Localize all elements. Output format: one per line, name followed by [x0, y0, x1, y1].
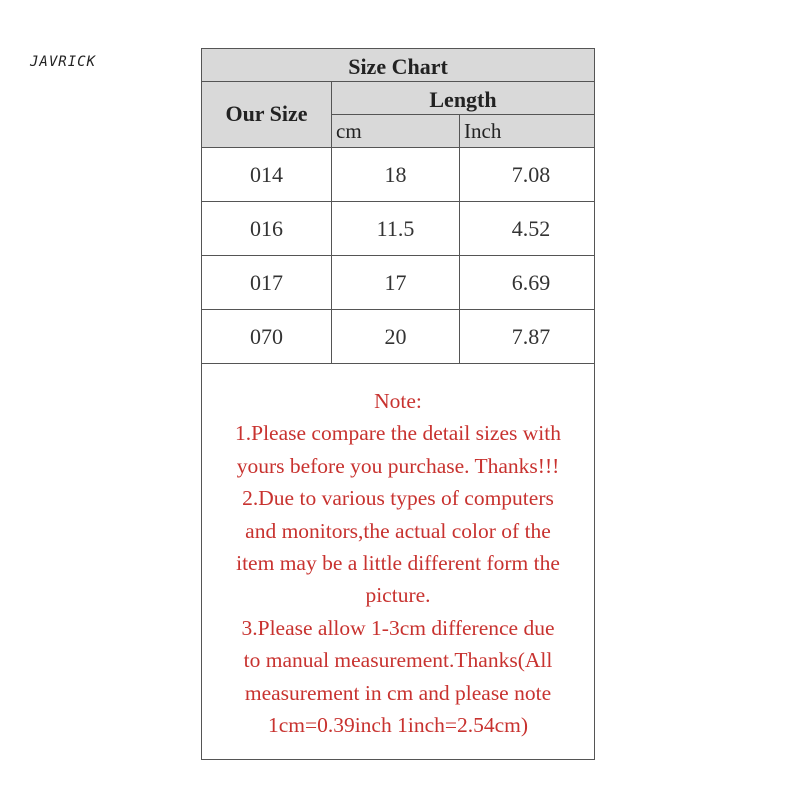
cm-cell: 18: [332, 148, 460, 201]
header-length: Length: [332, 82, 594, 115]
note-line: 2.Due to various types of computers: [242, 486, 554, 511]
note-line: 3.Please allow 1-3cm difference due: [241, 615, 555, 640]
inch-cell: 6.69: [511, 270, 551, 295]
note-section: [202, 364, 594, 741]
cm-cell: 20: [332, 310, 460, 363]
header-cm: cm: [332, 115, 460, 148]
table-row: [202, 202, 594, 256]
note-line: picture.: [365, 583, 431, 608]
inch-cell: 7.08: [511, 162, 551, 187]
note-line: yours before you purchase. Thanks!!!: [236, 453, 560, 478]
size-cell: 016: [202, 202, 332, 255]
size-cell: 014: [202, 148, 332, 201]
header-inch: Inch: [460, 115, 594, 148]
size-cell: 070: [202, 310, 332, 363]
table-row: [202, 310, 594, 364]
inch-cell: 7.87: [511, 324, 551, 349]
note-line: measurement in cm and please note: [244, 680, 552, 705]
note-line: 1.Please compare the detail sizes with: [235, 421, 561, 446]
note-line: item may be a little different form the: [236, 551, 560, 576]
note-heading: Note:: [374, 389, 422, 413]
cm-cell: 11.5: [332, 202, 460, 255]
brand-watermark: JAVRICK: [30, 54, 97, 70]
size-chart: [201, 48, 595, 760]
note-line: 1cm=0.39inch 1inch=2.54cm): [267, 713, 529, 738]
note-line: to manual measurement.Thanks(All: [243, 648, 553, 673]
cm-cell: 17: [332, 256, 460, 309]
note-line: and monitors,the actual color of the: [245, 518, 551, 543]
table-row: [202, 256, 594, 310]
header-our-size: Our Size: [202, 82, 332, 148]
chart-title: Size Chart: [202, 49, 594, 82]
table-row: [202, 148, 594, 202]
size-cell: 017: [202, 256, 332, 309]
inch-cell: 4.52: [511, 216, 551, 241]
